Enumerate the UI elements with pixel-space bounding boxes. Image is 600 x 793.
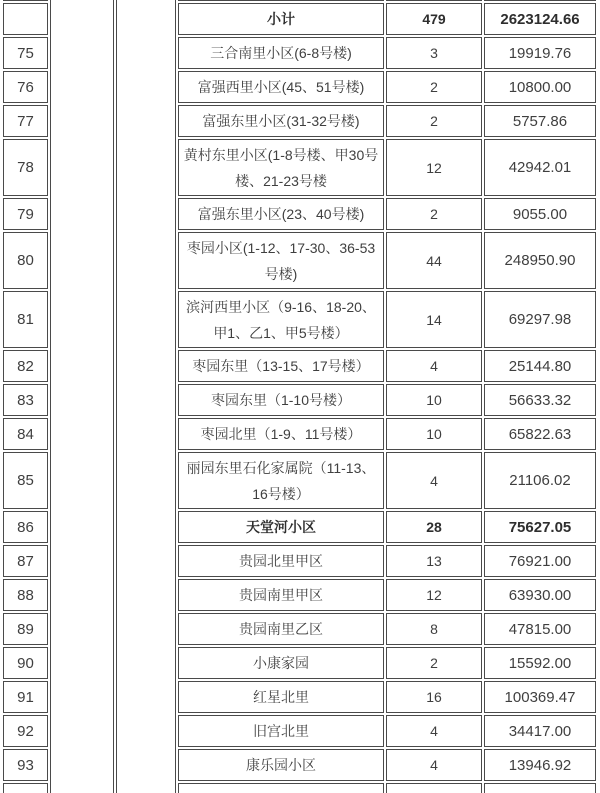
row-number-cell: [3, 0, 48, 1]
house-count-cell: 4: [386, 452, 482, 509]
amount-cell: 69297.98: [484, 291, 596, 348]
row-number-cell: 91: [3, 681, 48, 713]
house-count-cell: 12: [386, 139, 482, 196]
community-name-cell: 富强东里小区(31-32号楼): [178, 105, 384, 137]
row-number-cell: 75: [3, 37, 48, 69]
row-number-cell: 76: [3, 71, 48, 103]
row-number-cell: 86: [3, 511, 48, 543]
row-number-cell: 81: [3, 291, 48, 348]
row-number-cell: [3, 783, 48, 793]
house-count-cell: [386, 0, 482, 1]
community-name-cell: [178, 0, 384, 1]
community-name-cell: 贵园南里乙区: [178, 613, 384, 645]
community-name-cell: 三合南里小区(6-8号楼): [178, 37, 384, 69]
row-number-cell: [3, 3, 48, 35]
clipped-row-top: [3, 0, 596, 1]
community-name-cell: 丽园东里石化家属院（11-13、16号楼）: [178, 452, 384, 509]
house-count-cell: 2: [386, 198, 482, 230]
house-count-cell: 2: [386, 105, 482, 137]
amount-cell: 5757.86: [484, 105, 596, 137]
amount-cell: 42942.01: [484, 139, 596, 196]
row-number-cell: 82: [3, 350, 48, 382]
amount-cell: 63930.00: [484, 579, 596, 611]
house-count-cell: 10: [386, 384, 482, 416]
amount-cell: 65822.63: [484, 418, 596, 450]
row-number-cell: 89: [3, 613, 48, 645]
house-count-cell: 14: [386, 291, 482, 348]
house-count-cell: 12: [386, 579, 482, 611]
house-count-cell: 4: [386, 749, 482, 781]
amount-cell: 34417.00: [484, 715, 596, 747]
community-name-cell: 康乐园小区: [178, 749, 384, 781]
amount-cell: 56633.32: [484, 384, 596, 416]
row-number-cell: 85: [3, 452, 48, 509]
amount-cell: 19919.76: [484, 37, 596, 69]
community-name-cell: [178, 783, 384, 793]
amount-cell: [484, 0, 596, 1]
amount-cell: 9055.00: [484, 198, 596, 230]
community-name-cell: 天堂河小区: [178, 511, 384, 543]
house-count-cell: 2: [386, 71, 482, 103]
row-number-cell: 88: [3, 579, 48, 611]
community-name-cell: 黄村东里小区(1-8号楼、甲30号楼、21-23号楼: [178, 139, 384, 196]
community-name-cell: 枣园北里（1-9、11号楼）: [178, 418, 384, 450]
row-number-cell: 84: [3, 418, 48, 450]
house-count-cell: 16: [386, 681, 482, 713]
row-number-cell: 93: [3, 749, 48, 781]
house-count-cell: 28: [386, 511, 482, 543]
row-number-cell: 92: [3, 715, 48, 747]
amount-cell: 13946.92: [484, 749, 596, 781]
community-name-cell: 旧宫北里: [178, 715, 384, 747]
community-name-cell: 贵园南里甲区: [178, 579, 384, 611]
community-name-cell: 枣园东里（13-15、17号楼）: [178, 350, 384, 382]
house-count-cell: [386, 783, 482, 793]
row-number-cell: 77: [3, 105, 48, 137]
community-name-cell: 红星北里: [178, 681, 384, 713]
empty-column-cell: [116, 0, 176, 793]
house-count-cell: 44: [386, 232, 482, 289]
house-count-cell: 8: [386, 613, 482, 645]
house-count-cell: 10: [386, 418, 482, 450]
community-name-cell: 富强东里小区(23、40号楼): [178, 198, 384, 230]
community-payment-table: [1, 0, 598, 793]
row-number-cell: 87: [3, 545, 48, 577]
house-count-cell: 13: [386, 545, 482, 577]
subtotal-count-cell: 479: [386, 3, 482, 35]
row-number-cell: 83: [3, 384, 48, 416]
subtotal-label-cell: 小计: [178, 3, 384, 35]
amount-cell: 248950.90: [484, 232, 596, 289]
amount-cell: 25144.80: [484, 350, 596, 382]
subtotal-amount-cell: 2623124.66: [484, 3, 596, 35]
row-number-cell: 80: [3, 232, 48, 289]
empty-column-cell: [50, 0, 114, 793]
house-count-cell: 2: [386, 647, 482, 679]
community-name-cell: 枣园小区(1-12、17-30、36-53号楼): [178, 232, 384, 289]
house-count-cell: 3: [386, 37, 482, 69]
community-name-cell: 滨河西里小区（9-16、18-20、甲1、乙1、甲5号楼）: [178, 291, 384, 348]
amount-cell: 21106.02: [484, 452, 596, 509]
row-number-cell: 79: [3, 198, 48, 230]
amount-cell: 15592.00: [484, 647, 596, 679]
house-count-cell: 4: [386, 715, 482, 747]
community-name-cell: 枣园东里（1-10号楼）: [178, 384, 384, 416]
row-number-cell: 90: [3, 647, 48, 679]
house-count-cell: 4: [386, 350, 482, 382]
community-name-cell: 小康家园: [178, 647, 384, 679]
amount-cell: 100369.47: [484, 681, 596, 713]
amount-cell: [484, 783, 596, 793]
amount-cell: 76921.00: [484, 545, 596, 577]
amount-cell: 47815.00: [484, 613, 596, 645]
amount-cell: 10800.00: [484, 71, 596, 103]
row-number-cell: 78: [3, 139, 48, 196]
community-name-cell: 富强西里小区(45、51号楼): [178, 71, 384, 103]
amount-cell: 75627.05: [484, 511, 596, 543]
community-name-cell: 贵园北里甲区: [178, 545, 384, 577]
